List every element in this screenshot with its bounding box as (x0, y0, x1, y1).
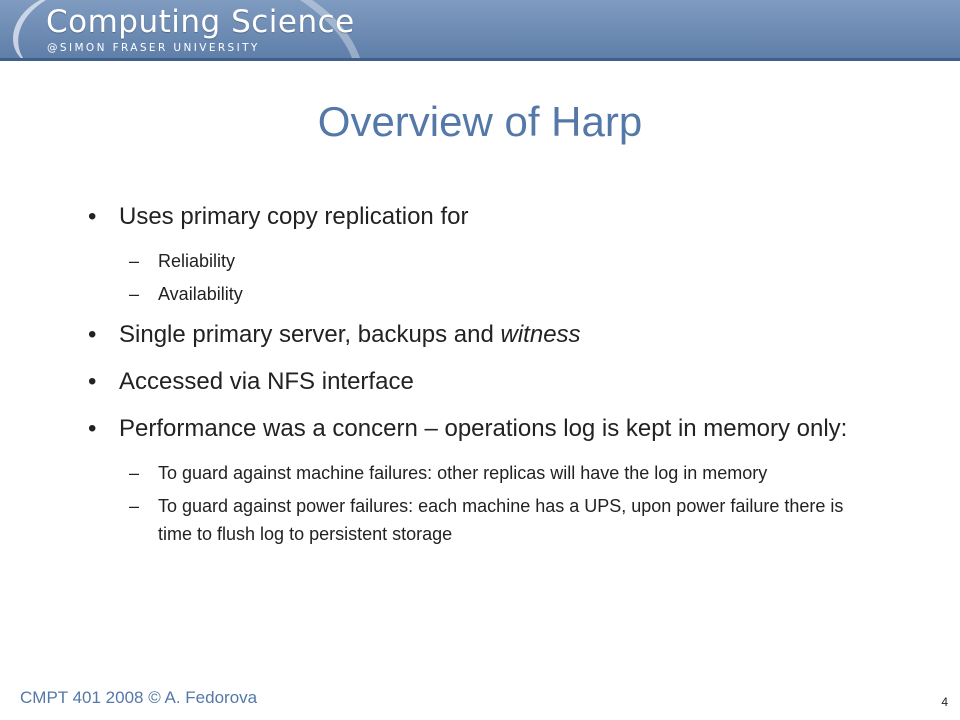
sub-item (88, 247, 868, 275)
dash-icon: – (129, 284, 140, 304)
sub-item (88, 492, 868, 548)
page-number: 4 (941, 695, 948, 709)
sub-text: Availability (158, 284, 243, 304)
slide-title: Overview of Harp (317, 98, 643, 145)
slide-footer: CMPT 401 2008 © A. Fedorova (20, 688, 258, 707)
bullet-item (88, 412, 868, 446)
header-divider (0, 58, 960, 61)
dash-icon: – (129, 251, 140, 271)
sub-list (88, 247, 868, 308)
sub-item (88, 280, 868, 308)
bullet-item (88, 318, 868, 352)
sub-text: To guard against machine failures: other replicas will have the log in memory (158, 463, 768, 483)
sub-text: To guard against power failures: each machine has a UPS, upon power failure there is time to flush log to persistent storage (158, 496, 844, 544)
bullet-text: Accessed via NFS interface (119, 368, 414, 395)
bullet-text: Single primary server, backups and (119, 321, 501, 348)
logo-subtitle: @SIMON FRASER UNIVERSITY (47, 42, 260, 54)
sub-text: Reliability (158, 251, 236, 271)
bullet-text: Uses primary copy replication for (119, 203, 469, 230)
bullet-text: Performance was a concern – operations log is kept in memory only: (119, 415, 848, 442)
slide-body (88, 200, 868, 558)
dash-icon: – (129, 496, 140, 516)
dash-icon: – (129, 463, 140, 483)
sub-item (88, 459, 868, 487)
bullet-icon: • (88, 368, 97, 395)
bullet-icon: • (88, 203, 97, 230)
logo-title: Computing Science (46, 4, 355, 40)
bullet-icon: • (88, 415, 97, 442)
bullet-emphasis: witness (500, 321, 581, 348)
sub-list (88, 459, 868, 548)
bullet-icon: • (88, 321, 97, 348)
bullet-item (88, 365, 868, 399)
slide-header-banner (0, 0, 960, 58)
bullet-item (88, 200, 868, 234)
